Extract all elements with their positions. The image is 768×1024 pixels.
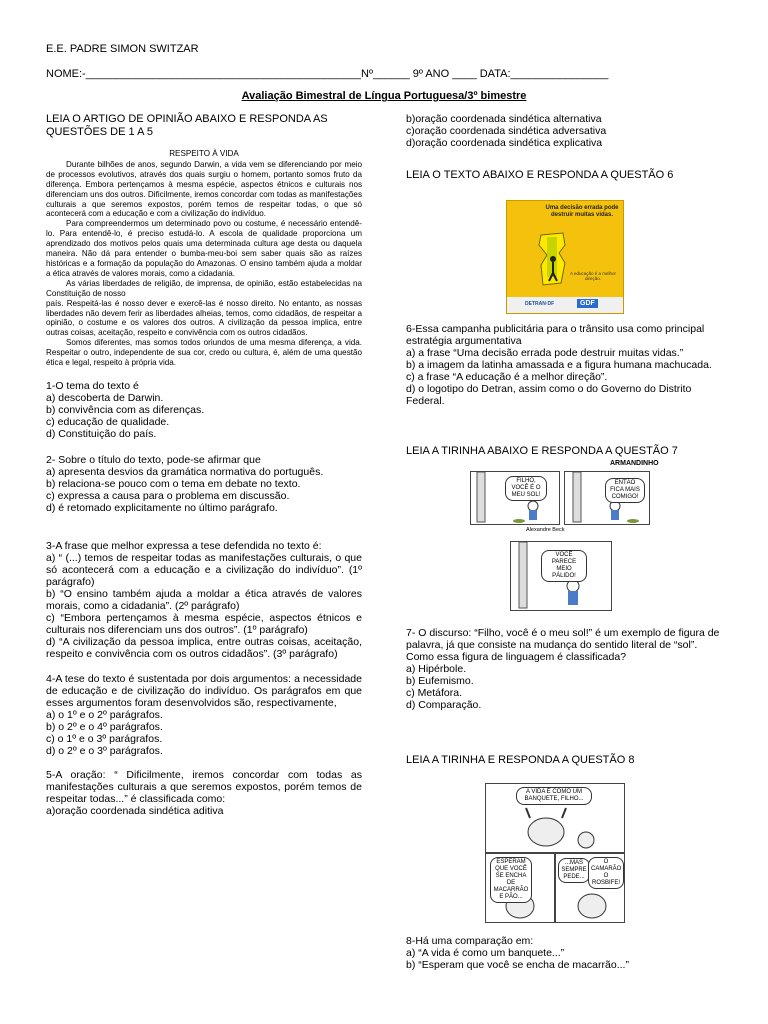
answer-option[interactable]: b) a imagem da latinha amassada e a figura humana machucada.	[406, 359, 712, 371]
question-stem: 5-A oração: “ Dificilmente, iremos concordar com todas as manifestações culturais a que seremos expostos, porém temos de respeitar todas...” é classificada como:	[46, 768, 362, 805]
poster-logo-bar	[507, 297, 623, 313]
answer-option[interactable]: b)oração coordenada sindética alternativa	[406, 113, 602, 125]
question-8	[406, 935, 722, 971]
question-stem: 2- Sobre o título do texto, pode-se afirmar que	[46, 453, 261, 466]
answer-option[interactable]: c) “Embora pertençamos à mesma espécie, aspectos étnicos e culturais nos diferenciam uns dos outros”. (1º parágrafo)	[46, 611, 362, 636]
question-6	[406, 323, 722, 407]
detran-logo: DETRAN·DF	[525, 301, 555, 307]
article-paragraph: Durante bilhões de anos, segundo Darwin, a vida vem se diferenciando por meio de processos evolutivos, através dos quais surgiu o homem, portanto somos fruto da diferença. Embora pertençamos à mesma espécie, aspectos étnicos e culturais nos diferenciam uns dos outros. Dificilmente, iremos concordar com todas as manifestações culturais a que seremos expostos, porém temos de respeitar todas, o que só acontecerá com a educação e com a civilização do indivíduo.	[46, 159, 362, 219]
answer-option[interactable]: c) a frase “A educação é a melhor direção”.	[406, 371, 608, 383]
question-7	[406, 627, 722, 711]
answer-option[interactable]: a) “A vida é como um banquete...”	[406, 947, 565, 959]
answer-option[interactable]: d) “A civilização da pessoa implica, entre outras coisas, aceitação, respeito e convivência com os outros cidadãos”. (3º parágrafo)	[46, 635, 362, 660]
question-stem: 6-Essa campanha publicitária para o trânsito usa como principal estratégia argumentativa	[406, 323, 705, 347]
question-5-continued	[406, 113, 722, 149]
answer-option[interactable]: d)oração coordenada sindética explicativa	[406, 137, 603, 149]
comic-panel	[564, 471, 650, 525]
armandinho-comic	[470, 460, 659, 611]
poster-headline: Uma decisão errada pode destruir muitas vidas.	[545, 205, 619, 218]
answer-option[interactable]: b) “O ensino também ajuda a moldar a ética através de valores morais, como a cidadania”. (2º parágrafo)	[46, 587, 362, 612]
answer-option[interactable]: a)oração coordenada sindética aditiva	[46, 804, 224, 817]
instruction-q8: LEIA A TIRINHA E RESPONDA A QUESTÃO 8	[406, 754, 635, 766]
answer-option[interactable]: d) é retomado explicitamente no último parágrafo.	[46, 501, 278, 514]
question-stem: 3-A frase que melhor expressa a tese defendida no texto é:	[46, 539, 322, 552]
answer-option[interactable]: b) o 2º e o 4º parágrafos.	[46, 720, 163, 733]
comic-panel	[485, 783, 625, 853]
answer-option[interactable]: d) Constituição do país.	[46, 427, 157, 440]
answer-option[interactable]: d) o logotipo do Detran, assim como o do Governo do Distrito Federal.	[406, 383, 692, 407]
answer-option[interactable]: a) Hipérbole.	[406, 663, 467, 675]
article-paragraph: Somos diferentes, mas somos todos oriundos de uma mesma diferença, a vida. Respeitar o outro, independente de sua cor, credo ou cultura, é, além de uma questão ética e legal, respeito à própria vida.	[46, 338, 362, 368]
article-body	[46, 160, 362, 368]
comic-panel	[470, 471, 560, 525]
question-4	[46, 673, 362, 757]
speech-bubble: FILHO, VOCÊ É O MEU SOL!	[505, 476, 547, 501]
question-1	[46, 380, 362, 440]
question-5	[46, 769, 362, 817]
question-stem: 1-O tema do texto é	[46, 379, 139, 392]
gdf-logo: GDF	[577, 299, 598, 308]
question-stem: 7- O discurso: “Filho, você é o meu sol!” é um exemplo de figura de palavra, já que consiste na mudança do sentido literal de “sol”. Como essa figura de linguagem é classificada?	[406, 627, 720, 663]
right-column	[406, 113, 722, 182]
answer-option[interactable]: a) “ (...) temos de respeitar todas as manifestações culturais, o que só acontecerá com a educação e a civilização do indivíduo”. (1º parágrafo)	[46, 551, 362, 588]
answer-option[interactable]: a) descoberta de Darwin.	[46, 391, 164, 404]
article-title: RESPEITO À VIDA	[169, 149, 239, 158]
student-info-line: NOME:-_____________________________________________Nº______ 9º ANO ____ DATA:________________	[46, 68, 609, 80]
answer-option[interactable]: c) educação de qualidade.	[46, 415, 170, 428]
answer-option[interactable]: b) relaciona-se pouco com o tema em debate no texto.	[46, 477, 301, 490]
instruction-q1-5: LEIA O ARTIGO DE OPINIÃO ABAIXO E RESPONDA AS QUESTÕES DE 1 A 5	[46, 113, 328, 138]
question-stem: 8-Há uma comparação em:	[406, 935, 534, 947]
campaign-poster	[506, 200, 624, 314]
answer-option[interactable]: a) a frase “Uma decisão errada pode destruir muitas vidas.”	[406, 347, 684, 359]
question-2	[46, 454, 362, 514]
answer-option[interactable]: d) o 2º e o 3º parágrafos.	[46, 744, 163, 757]
instruction-q7: LEIA A TIRINHA ABAIXO E RESPONDA A QUESTÃO 7	[406, 445, 678, 457]
comic-author: Alexandre Beck	[526, 527, 565, 533]
left-column	[46, 113, 362, 817]
hagar-comic	[485, 783, 625, 923]
article-paragraph: país. Respeitá-las é nosso dever e exercê-las é nosso direito. No entanto, as nossas liberdades não devem ferir as liberdades alheias, temos, como cidadãos, de respeitar a opinião, o costume e os valores dos outros. A civilização da pessoa implica, entre outras coisas, aceitação, respeito e convivência com os outros cidadãos.	[46, 298, 362, 338]
poster-slogan: A educação é a melhor direção.	[569, 271, 617, 281]
comic-panel	[555, 853, 625, 923]
question-stem: 4-A tese do texto é sustentada por dois argumentos: a necessidade de educação e de civilização do indivíduo. Os parágrafos em que esses argumentos foram desenvolvidos são, respectivamente,	[46, 672, 362, 709]
exam-title: Avaliação Bimestral de Língua Portuguesa/3º bimestre	[241, 90, 527, 102]
answer-option[interactable]: a) o 1º e o 2º parágrafos.	[46, 708, 163, 721]
comic-panel	[485, 853, 555, 923]
article-paragraph: Para compreendermos um determinado povo ou costume, é necessário entendê-lo. Para entendê-lo, é preciso estudá-lo. A escola de qualidade proporciona um aprendizado dos motivos pelos quais uma determinada cultura age desta ou daquela maneira. Não dá para entender o bumba-meu-boi sem saber quais são as raízes históricas e a formação da população do Amazonas. O ensino também ajuda a moldar a ética através de valores morais, como a cidadania.	[46, 219, 362, 278]
answer-option[interactable]: c) o 1º e o 3º parágrafos.	[46, 732, 163, 745]
answer-option[interactable]: c)oração coordenada sindética adversativa	[406, 125, 607, 137]
speech-bubble: ENTÃO FICA MAIS COMIGO!	[605, 478, 645, 503]
speech-bubble: ...MAS SEMPRE PEDE...	[558, 858, 590, 883]
comic-panel	[510, 541, 612, 611]
answer-option[interactable]: b) “Esperam que você se encha de macarrão...”	[406, 959, 629, 971]
comic-title: ARMANDINHO	[610, 460, 659, 467]
speech-bubble: VOCÊ PARECE MEIO PÁLIDO!	[541, 550, 587, 582]
answer-option[interactable]: c) Metáfora.	[406, 687, 463, 699]
speech-bubble: O CAMARÃO O ROSBIFE!	[588, 857, 624, 889]
article-paragraph: As várias liberdades de religião, de imprensa, de opinião, estão estabelecidas na Constituição de nosso	[46, 278, 362, 298]
school-name: E.E. PADRE SIMON SWITZAR	[46, 43, 199, 55]
instruction-q6: LEIA O TEXTO ABAIXO E RESPONDA A QUESTÃO 6	[406, 169, 674, 181]
answer-option[interactable]: b) Eufemismo.	[406, 675, 474, 687]
question-3	[46, 540, 362, 660]
speech-bubble: A VIDA É COMO UM BANQUETE, FILHO...	[516, 787, 592, 805]
answer-option[interactable]: c) expressa a causa para o problema em discussão.	[46, 489, 290, 502]
speech-bubble: ESPERAM QUE VOCÊ SE ENCHA DE MACARRÃO E PÃO...	[490, 857, 532, 903]
answer-option[interactable]: b) convivência com as diferenças.	[46, 403, 205, 416]
answer-option[interactable]: d) Comparação.	[406, 699, 482, 711]
answer-option[interactable]: a) apresenta desvios da gramática normativa do português.	[46, 465, 324, 478]
